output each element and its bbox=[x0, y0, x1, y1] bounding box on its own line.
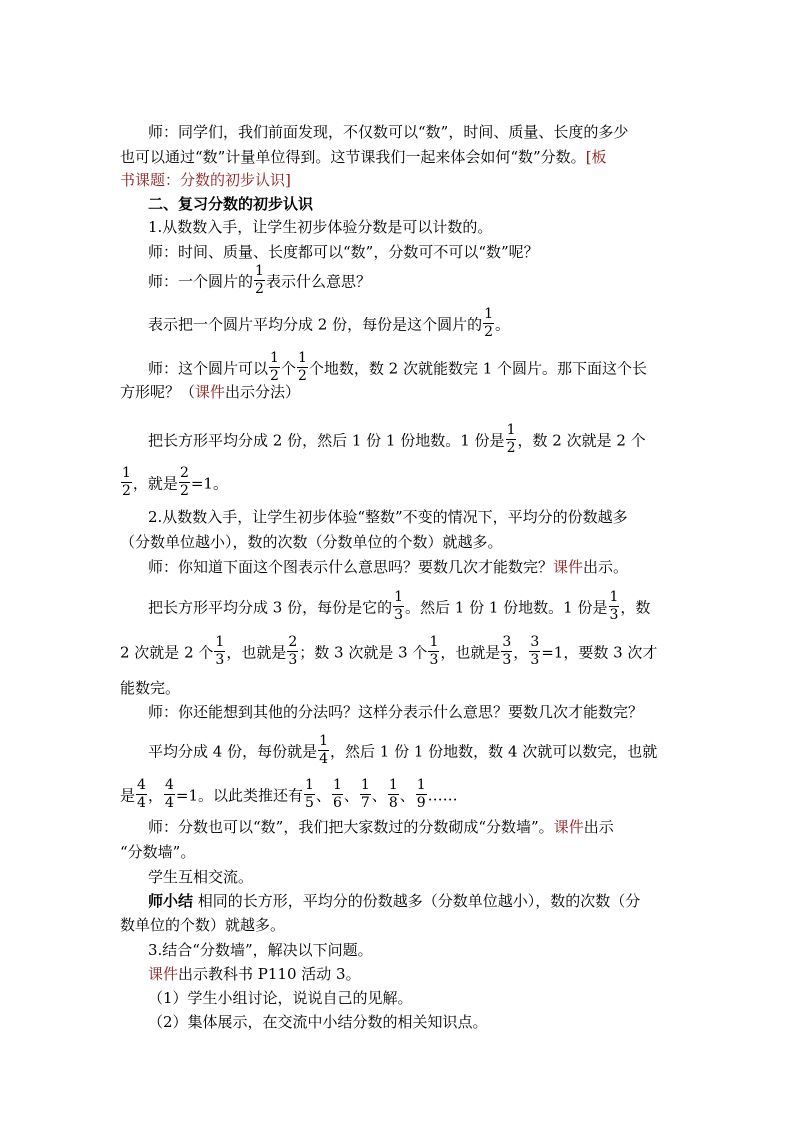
fraction bbox=[164, 778, 175, 811]
fraction bbox=[506, 423, 517, 456]
line-21 bbox=[120, 777, 458, 811]
fraction-denominator: 3 bbox=[609, 607, 619, 623]
fraction-numerator: 1 bbox=[429, 634, 439, 650]
text-run: 师：你知道下面这个图表示什么意思吗？要数几次才能数完？ bbox=[148, 558, 554, 576]
text-run: =1。 bbox=[190, 474, 228, 493]
text-run: 方形呢？（ bbox=[120, 383, 196, 401]
fraction-denominator: 2 bbox=[297, 368, 307, 384]
text-run: 师：这个圆片可以 bbox=[148, 359, 269, 378]
line-10 bbox=[120, 380, 300, 404]
fraction bbox=[254, 264, 265, 297]
text-run: 学生互相交流。 bbox=[148, 868, 254, 886]
fraction bbox=[416, 778, 427, 811]
line-2 bbox=[120, 145, 607, 169]
text-run: 表示什么意思？ bbox=[265, 272, 371, 291]
text-run: 是 bbox=[120, 786, 136, 805]
text-run: 出示分法） bbox=[225, 383, 301, 401]
fraction-denominator: 3 bbox=[288, 652, 298, 668]
fraction bbox=[121, 466, 132, 499]
fraction-numerator: 1 bbox=[319, 733, 329, 749]
fraction-numerator: 1 bbox=[270, 350, 279, 366]
text-run: 师：分数也可以“数”，我们把大家数过的分数砌成“分数墙”。 bbox=[148, 818, 554, 836]
line-9 bbox=[148, 350, 648, 384]
bold-text: 师小结 bbox=[148, 892, 194, 910]
fraction-denominator: 9 bbox=[416, 795, 426, 811]
fraction bbox=[304, 778, 315, 811]
fraction bbox=[179, 466, 190, 499]
text-run: 表示把一个圆片平均分成 2 份，每份是这个圆片的 bbox=[148, 315, 483, 334]
fraction bbox=[501, 635, 512, 668]
fraction-denominator: 5 bbox=[305, 795, 314, 811]
highlight-text: 课件 bbox=[553, 558, 584, 576]
text-run: 把长方形平均分成 3 份，每份是它的 bbox=[148, 598, 393, 617]
text-run: 、 bbox=[315, 786, 331, 805]
fraction-numerator: 1 bbox=[360, 777, 370, 793]
text-run: 师：同学们，我们前面发现，不仅数可以“数”，时间、质量、长度的多少 bbox=[148, 123, 629, 141]
text-run: ，数 bbox=[620, 598, 651, 617]
line-27 bbox=[148, 938, 373, 962]
highlight-text: 课件 bbox=[195, 383, 226, 401]
line-30 bbox=[148, 1010, 488, 1034]
fraction-numerator: 1 bbox=[484, 306, 494, 322]
text-run: “分数墙”。 bbox=[120, 843, 196, 861]
fraction-denominator: 4 bbox=[164, 795, 174, 811]
line-6 bbox=[148, 240, 539, 264]
fraction-numerator: 1 bbox=[122, 465, 131, 481]
highlight-text: [板 bbox=[585, 148, 607, 166]
fraction-denominator: 8 bbox=[388, 795, 398, 811]
text-run: ；数 3 次就是 3 个 bbox=[299, 643, 428, 662]
fraction-numerator: 3 bbox=[502, 634, 512, 650]
line-7 bbox=[148, 263, 371, 297]
line-12 bbox=[120, 465, 228, 499]
summary-line bbox=[148, 889, 640, 913]
fraction bbox=[388, 778, 399, 811]
fraction bbox=[393, 590, 404, 623]
text-run: 师：时间、质量、长度都可以“数”，分数可不可以“数”呢？ bbox=[148, 243, 539, 261]
text-run: 师：你还能想到其他的分法吗？这样分表示什么意思？要数几次才能数完？ bbox=[148, 703, 644, 721]
line-11 bbox=[148, 422, 646, 456]
fraction-denominator: 2 bbox=[270, 368, 279, 384]
text-run: 把长方形平均分成 2 份，然后 1 份 1 份地数。1 份是 bbox=[148, 431, 505, 450]
text-run: =1。以此类推还有 bbox=[175, 786, 303, 805]
fraction-numerator: 1 bbox=[506, 422, 516, 438]
fraction bbox=[318, 734, 329, 767]
fraction bbox=[483, 307, 494, 340]
line-5 bbox=[148, 215, 492, 239]
text-run: 、 bbox=[399, 786, 415, 805]
fraction bbox=[287, 635, 298, 668]
line-22 bbox=[148, 815, 614, 839]
fraction-denominator: 2 bbox=[255, 281, 264, 297]
fraction-numerator: 1 bbox=[215, 634, 225, 650]
text-run: 师：一个圆片的 bbox=[148, 272, 254, 291]
fraction-denominator: 3 bbox=[502, 652, 512, 668]
line-15 bbox=[148, 555, 628, 579]
text-run: （分数单位越小），数的次数（分数单位的个数）就越多。 bbox=[120, 533, 503, 551]
text-run: ， bbox=[513, 643, 529, 662]
fraction-numerator: 1 bbox=[255, 263, 264, 279]
text-run: 。 bbox=[495, 315, 511, 334]
fraction-denominator: 2 bbox=[484, 324, 494, 340]
text-run: 出示。 bbox=[583, 558, 629, 576]
line-24 bbox=[148, 865, 253, 889]
line-26 bbox=[120, 913, 285, 937]
fraction bbox=[609, 590, 620, 623]
text-run: 、 bbox=[343, 786, 359, 805]
fraction-numerator: 1 bbox=[394, 589, 404, 605]
line-17 bbox=[120, 634, 658, 668]
text-run: ，也就是 bbox=[440, 643, 501, 662]
text-run: 能数完。 bbox=[120, 679, 181, 697]
text-run: =1，要数 3 次才 bbox=[541, 643, 658, 662]
fraction-numerator: 1 bbox=[416, 777, 426, 793]
fraction bbox=[529, 635, 540, 668]
fraction-numerator: 1 bbox=[609, 589, 619, 605]
text-run: 。然后 1 份 1 份地数。1 份是 bbox=[405, 598, 608, 617]
fraction-denominator: 7 bbox=[360, 795, 370, 811]
line-3 bbox=[120, 168, 291, 192]
line-23 bbox=[120, 840, 195, 864]
line-14 bbox=[120, 530, 503, 554]
text-run: 也可以通过“数”计量单位得到。这节课我们一起来体会如何“数”分数。 bbox=[120, 148, 586, 166]
fraction bbox=[360, 778, 371, 811]
line-16 bbox=[148, 589, 651, 623]
fraction bbox=[214, 635, 225, 668]
line-18 bbox=[120, 676, 180, 700]
fraction-numerator: 3 bbox=[530, 634, 540, 650]
fraction-numerator: 1 bbox=[332, 777, 342, 793]
fraction-denominator: 2 bbox=[179, 483, 189, 499]
line-20 bbox=[148, 733, 658, 767]
text-run: 出示教科书 P110 活动 3。 bbox=[178, 965, 361, 983]
fraction-denominator: 2 bbox=[506, 440, 516, 456]
highlight-text: 课件 bbox=[553, 818, 584, 836]
text-run: 数单位的个数）就越多。 bbox=[120, 916, 286, 934]
text-run: （2）集体展示，在交流中小结分数的相关知识点。 bbox=[148, 1013, 488, 1031]
fraction-denominator: 3 bbox=[215, 652, 225, 668]
fraction-numerator: 2 bbox=[288, 634, 298, 650]
line-28 bbox=[148, 962, 361, 986]
text-run: 、 bbox=[371, 786, 387, 805]
highlight-text: 书课题：分数的初步认识] bbox=[120, 171, 291, 189]
bold-text: 二、复习分数的初步认识 bbox=[148, 195, 314, 213]
text-run: ，然后 1 份 1 份地数，数 4 次就可以数完，也就 bbox=[330, 742, 658, 761]
highlight-text: 课件 bbox=[148, 965, 179, 983]
text-run: 2.从数数入手，让学生初步体验“整数”不变的情况下，平均分的份数越多 bbox=[148, 508, 628, 526]
text-run: 个地数，数 2 次就能数完 1 个圆片。那下面这个长 bbox=[308, 359, 648, 378]
fraction-numerator: 1 bbox=[388, 777, 398, 793]
fraction bbox=[428, 635, 439, 668]
text-run: ，数 2 次就是 2 个 bbox=[517, 431, 646, 450]
text-run: …… bbox=[427, 786, 458, 805]
line-1 bbox=[148, 120, 628, 144]
text-run: 个 bbox=[280, 359, 296, 378]
fraction bbox=[136, 778, 147, 811]
text-run: 出示 bbox=[583, 818, 614, 836]
fraction-denominator: 2 bbox=[122, 483, 131, 499]
fraction bbox=[332, 778, 343, 811]
fraction-numerator: 1 bbox=[305, 777, 314, 793]
fraction-numerator: 1 bbox=[297, 350, 307, 366]
fraction-numerator: 4 bbox=[137, 777, 146, 793]
text-run: ，就是 bbox=[132, 474, 178, 493]
line-13 bbox=[148, 505, 628, 529]
text-run: （1）学生小组讨论，说说自己的见解。 bbox=[148, 989, 413, 1007]
fraction-numerator: 2 bbox=[179, 465, 189, 481]
text-run: ，也就是 bbox=[226, 643, 287, 662]
line-29 bbox=[148, 986, 413, 1010]
fraction-denominator: 4 bbox=[319, 751, 329, 767]
text-run: ， bbox=[147, 786, 163, 805]
text-run: 1.从数数入手，让学生初步体验分数是可以计数的。 bbox=[148, 218, 493, 236]
line-19 bbox=[148, 700, 643, 724]
line-8 bbox=[148, 306, 511, 340]
fraction-denominator: 3 bbox=[429, 652, 439, 668]
fraction-denominator: 3 bbox=[530, 652, 540, 668]
fraction-denominator: 4 bbox=[137, 795, 146, 811]
text-run: 平均分成 4 份，每份就是 bbox=[148, 742, 318, 761]
section-heading bbox=[148, 192, 313, 216]
text-run: 相同的长方形，平均分的份数越多（分数单位越小），数的次数（分 bbox=[193, 892, 641, 910]
text-run: 3.结合“分数墙”，解决以下问题。 bbox=[148, 941, 373, 959]
fraction-denominator: 3 bbox=[394, 607, 404, 623]
text-run: 2 次就是 2 个 bbox=[120, 643, 214, 662]
fraction-denominator: 6 bbox=[332, 795, 342, 811]
fraction-numerator: 4 bbox=[164, 777, 174, 793]
